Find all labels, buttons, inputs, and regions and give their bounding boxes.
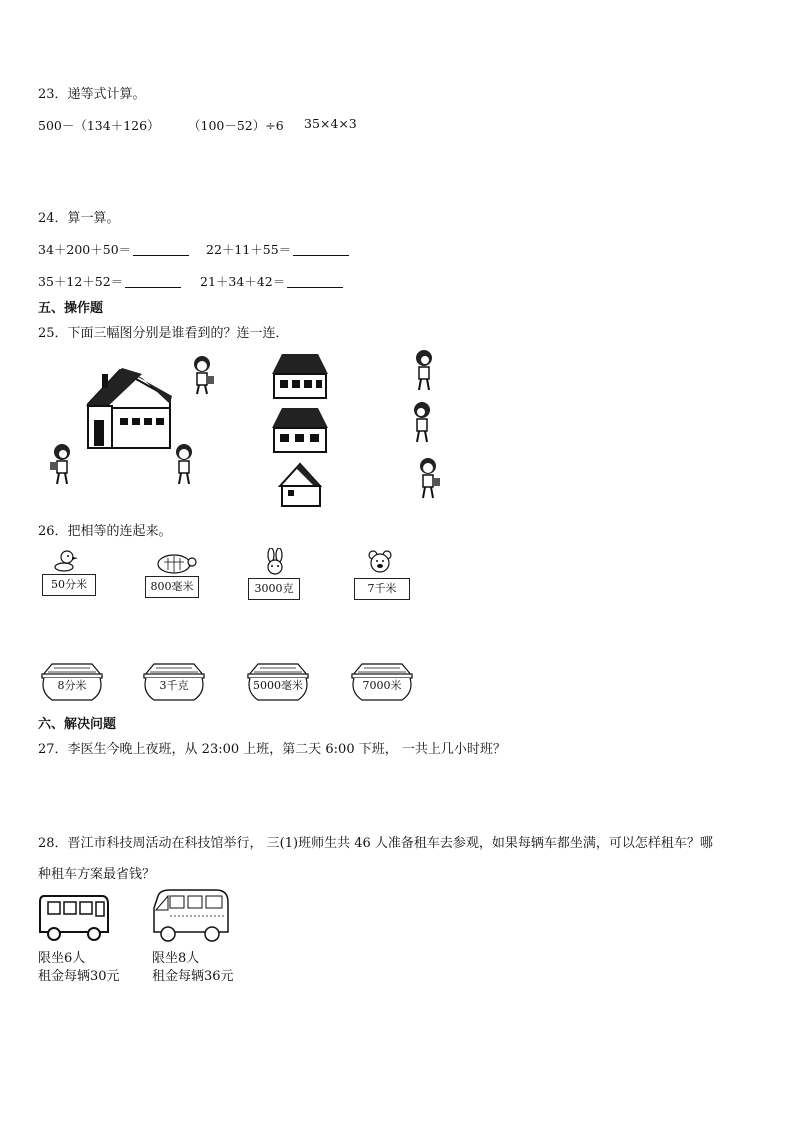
answer-blank[interactable]: [287, 275, 343, 288]
answer-blank[interactable]: [293, 243, 349, 256]
house-view-back-icon: [272, 408, 328, 452]
child-icon: [416, 350, 432, 390]
answer-blank[interactable]: [133, 243, 189, 256]
child-icon: [50, 444, 70, 484]
pot-label: 7000米: [362, 679, 402, 692]
big-house-icon: [86, 368, 172, 448]
pot-label: 5000毫米: [253, 679, 303, 692]
q26-title: 26．把相等的连起来。: [38, 524, 172, 539]
q24-row-2-right: [200, 272, 343, 290]
vehicle-2-seats: 限坐8人: [152, 951, 200, 966]
bottom-pot[interactable]: [140, 660, 208, 704]
q24-title: 24．算一算。: [38, 211, 120, 226]
vehicle-1-rent: 租金每辆30元: [38, 969, 120, 984]
q28-line-2: 种租车方案最省钱？: [38, 867, 156, 882]
section-title-6: 六、解决问题: [38, 717, 117, 732]
q23-expr-2: （100－52）÷6: [188, 118, 284, 133]
house-view-front-icon: [272, 354, 328, 398]
top-card[interactable]: 3000克: [248, 578, 300, 600]
pot-label: 8分米: [57, 679, 87, 692]
child-icon: [420, 458, 440, 498]
q28-line-1: 28．晋江市科技周活动在科技馆举行， 三(1)班师生共 46 人准备租车去参观，如果每辆车都坐满，可以怎样租车？哪: [38, 836, 713, 851]
vehicle-2-rent: 租金每辆36元: [152, 969, 234, 984]
bottom-pot[interactable]: [244, 660, 312, 704]
child-icon: [176, 444, 192, 484]
q24-expr-2: 22＋11＋55＝: [206, 242, 292, 257]
bottom-pot[interactable]: [38, 660, 106, 704]
q24-expr-1: 34＋200＋50＝: [38, 242, 132, 257]
top-card[interactable]: 50分米: [42, 574, 96, 596]
q24-row-1-left: [38, 240, 189, 258]
q23-expr-3: 35×4×3: [304, 116, 357, 131]
q25-title: 25．下面三幅图分别是谁看到的？连一连．: [38, 326, 289, 341]
turtle-icon: [152, 550, 198, 574]
q25-figure: [42, 348, 482, 510]
q27-title: 27．李医生今晚上夜班，从 23:00 上班，第二天 6:00 下班， 一共上几小时班？: [38, 742, 506, 757]
rabbit-icon: [262, 548, 288, 576]
minibus-icon: [150, 888, 232, 944]
q24-row-2-left: [38, 272, 181, 290]
bottom-pot[interactable]: [348, 660, 416, 704]
section-title-5: 五、操作题: [38, 301, 104, 316]
q23-title: 23．递等式计算。: [38, 87, 146, 102]
top-card[interactable]: 7千米: [354, 578, 410, 600]
top-card[interactable]: 800毫米: [145, 576, 199, 598]
q24-row-1-right: [206, 240, 349, 258]
bear-icon: [366, 548, 394, 576]
answer-blank[interactable]: [125, 275, 181, 288]
q23-expr-1: 500－（134＋126）: [38, 118, 160, 133]
q24-expr-4: 21＋34＋42＝: [200, 274, 286, 289]
duck-icon: [52, 548, 82, 572]
child-icon: [194, 356, 214, 394]
pot-label: 3千克: [159, 679, 189, 692]
house-view-side-icon: [280, 464, 320, 506]
vehicle-1-seats: 限坐6人: [38, 951, 86, 966]
child-icon: [414, 402, 430, 442]
small-van-icon: [38, 892, 112, 944]
q24-expr-3: 35＋12＋52＝: [38, 274, 124, 289]
